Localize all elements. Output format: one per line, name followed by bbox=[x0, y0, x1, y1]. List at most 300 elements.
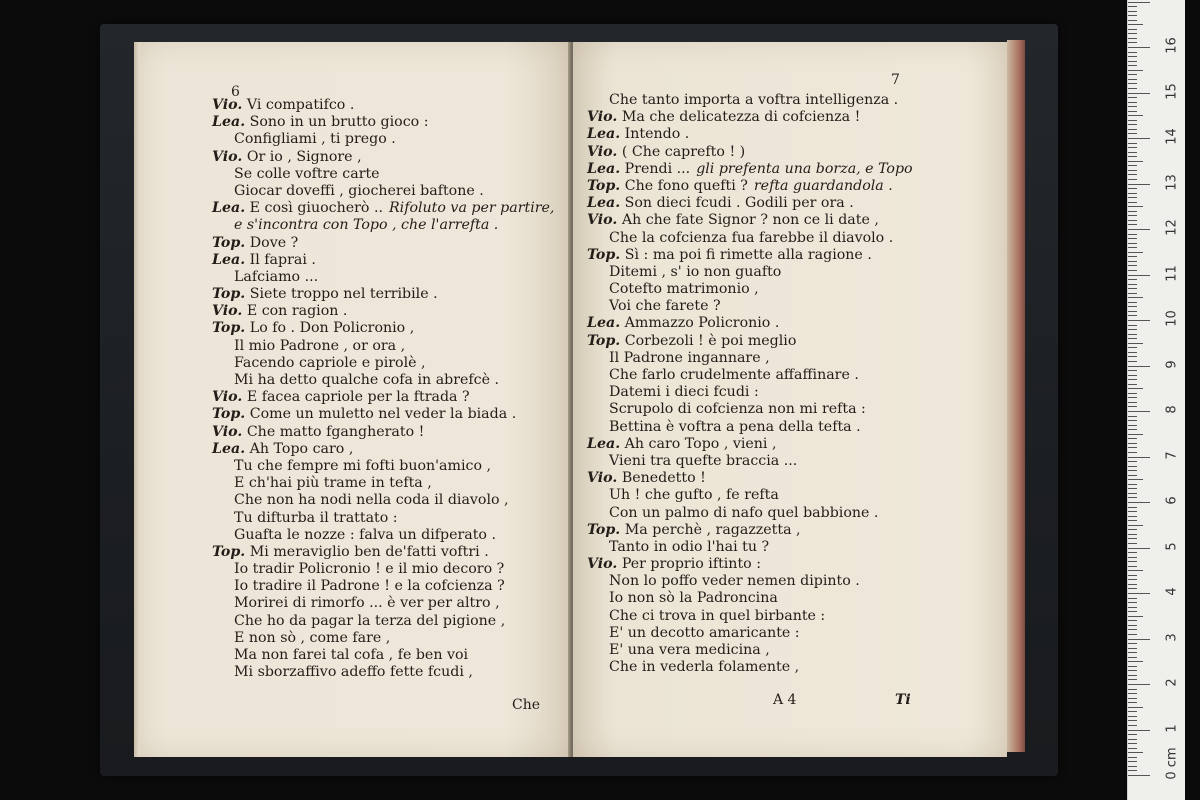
verse-line bbox=[587, 315, 913, 332]
verse-line bbox=[212, 338, 554, 355]
line-text: ( Che caprefto ! ) bbox=[621, 143, 746, 160]
verse-line bbox=[212, 149, 554, 166]
line-text: Per proprio iftinto : bbox=[621, 556, 761, 573]
verse-line bbox=[587, 195, 913, 212]
verse-line bbox=[587, 298, 913, 315]
line-text: Con un palmo di nafo quel babbione . bbox=[609, 504, 879, 521]
ruler-tick bbox=[1128, 97, 1137, 98]
ruler-tick bbox=[1128, 6, 1137, 7]
ruler-tick bbox=[1128, 538, 1137, 539]
ruler-tick bbox=[1128, 711, 1137, 712]
verse-line bbox=[212, 355, 554, 372]
ruler-tick bbox=[1128, 466, 1137, 467]
ruler-tick bbox=[1128, 388, 1143, 389]
ruler-tick bbox=[1128, 306, 1137, 307]
ruler-label: 9 bbox=[1164, 359, 1180, 369]
line-text: E con ragion . bbox=[246, 303, 348, 320]
ruler-tick bbox=[1128, 115, 1143, 116]
line-text: Vieni tra quefte braccia ... bbox=[609, 452, 798, 469]
ruler-tick bbox=[1128, 561, 1137, 562]
line-text: E' un decotto amaricante : bbox=[609, 624, 800, 641]
line-text: Guafta le nozze : falva un difperato . bbox=[234, 526, 496, 543]
ruler-tick bbox=[1128, 311, 1137, 312]
ruler-tick bbox=[1128, 393, 1137, 394]
ruler-tick bbox=[1128, 179, 1137, 180]
ruler-tick bbox=[1128, 602, 1137, 603]
verse-line bbox=[587, 384, 913, 401]
ruler-tick bbox=[1128, 757, 1137, 758]
ruler-label: 7 bbox=[1164, 450, 1180, 460]
speaker-label: Top. bbox=[212, 406, 246, 423]
ruler-tick bbox=[1128, 133, 1137, 134]
ruler-tick bbox=[1128, 165, 1137, 166]
verse-line bbox=[587, 556, 913, 573]
ruler-tick bbox=[1128, 752, 1143, 753]
line-text: Tu che fempre mi fofti buon'amico , bbox=[234, 457, 492, 474]
speaker-label: Vio. bbox=[212, 303, 243, 320]
speaker-label: Top. bbox=[212, 286, 246, 303]
ruler-tick bbox=[1128, 74, 1137, 75]
verse-line bbox=[212, 544, 554, 561]
verse-line bbox=[587, 350, 913, 367]
speaker-label: Vio. bbox=[212, 423, 243, 440]
ruler-tick bbox=[1128, 188, 1137, 189]
line-text: Ammazzo Policronio . bbox=[624, 315, 780, 332]
ruler-tick bbox=[1128, 420, 1137, 421]
signature-mark: A 4 bbox=[773, 692, 797, 708]
ruler-label: 13 bbox=[1164, 173, 1180, 191]
line-text: Mi sborzaffivo adeffo fette fcudi , bbox=[234, 664, 473, 681]
ruler-tick bbox=[1128, 356, 1137, 357]
verse-line bbox=[212, 97, 554, 114]
ruler-tick bbox=[1128, 47, 1150, 48]
line-text: Cotefto matrimonio , bbox=[609, 281, 759, 298]
ruler-tick bbox=[1128, 748, 1137, 749]
ruler-tick bbox=[1128, 570, 1143, 571]
speaker-label: Vio. bbox=[587, 470, 618, 487]
ruler-tick bbox=[1128, 111, 1137, 112]
ruler-tick bbox=[1128, 652, 1137, 653]
line-text: Se colle voftre carte bbox=[234, 165, 380, 182]
verse-line bbox=[212, 595, 554, 612]
ruler-tick bbox=[1128, 629, 1137, 630]
speaker-label: Top. bbox=[212, 320, 246, 337]
line-text: E così giuocherò .. bbox=[249, 200, 383, 217]
line-text: Io non sò la Padroncina bbox=[609, 590, 778, 607]
verse-line bbox=[212, 131, 554, 148]
ruler-tick bbox=[1128, 256, 1137, 257]
line-text: Or io , Signore , bbox=[246, 148, 362, 165]
ruler-tick bbox=[1128, 534, 1137, 535]
ruler-tick bbox=[1128, 479, 1143, 480]
ruler-tick bbox=[1128, 616, 1143, 617]
ruler-tick bbox=[1128, 20, 1137, 21]
ruler-tick bbox=[1128, 279, 1137, 280]
ruler-tick bbox=[1128, 375, 1137, 376]
ruler-tick bbox=[1128, 475, 1137, 476]
ruler-tick bbox=[1128, 543, 1137, 544]
ruler-tick bbox=[1128, 447, 1137, 448]
ruler-tick bbox=[1128, 516, 1137, 517]
ruler-tick bbox=[1128, 270, 1137, 271]
verse-line bbox=[212, 647, 554, 664]
ruler-tick bbox=[1128, 265, 1137, 266]
speaker-label: Lea. bbox=[212, 200, 246, 217]
ruler-tick bbox=[1128, 93, 1150, 94]
ruler-tick bbox=[1128, 434, 1143, 435]
ruler-tick bbox=[1128, 761, 1137, 762]
verse-line bbox=[212, 235, 554, 252]
ruler-tick bbox=[1128, 775, 1150, 776]
left-page-text bbox=[212, 97, 554, 681]
verse-line bbox=[212, 475, 554, 492]
ruler-tick bbox=[1128, 124, 1137, 125]
ruler-tick bbox=[1128, 689, 1137, 690]
verse-line bbox=[587, 126, 913, 143]
verse-line bbox=[587, 230, 913, 247]
verse-line bbox=[587, 470, 913, 487]
line-text: Dove ? bbox=[249, 234, 299, 251]
ruler-tick bbox=[1128, 143, 1137, 144]
verse-line bbox=[212, 578, 554, 595]
page-edge bbox=[1007, 40, 1025, 752]
ruler-tick bbox=[1128, 461, 1137, 462]
ruler-tick bbox=[1128, 338, 1137, 339]
ruler-tick bbox=[1128, 315, 1137, 316]
speaker-label: Top. bbox=[587, 246, 621, 263]
verse-line bbox=[587, 281, 913, 298]
right-catchword: Ti bbox=[895, 692, 911, 708]
ruler-tick bbox=[1128, 620, 1137, 621]
ruler-tick bbox=[1128, 79, 1137, 80]
verse-line bbox=[587, 625, 913, 642]
line-text: Ah Topo caro , bbox=[249, 440, 354, 457]
speaker-label: Vio. bbox=[212, 148, 243, 165]
ruler-label: 5 bbox=[1164, 541, 1180, 551]
ruler-tick bbox=[1128, 452, 1137, 453]
left-catchword: Che bbox=[512, 697, 541, 713]
line-text: Giocar doveffi , giocherei baftone . bbox=[234, 182, 484, 199]
line-text: Che tanto importa a voftra intelligenza . bbox=[609, 92, 899, 108]
verse-line bbox=[212, 252, 554, 269]
verse-line bbox=[212, 389, 554, 406]
ruler-tick bbox=[1128, 370, 1137, 371]
speaker-label: Vio. bbox=[587, 143, 618, 160]
ruler-tick bbox=[1128, 443, 1137, 444]
stage-direction: refta guardandola . bbox=[753, 177, 893, 194]
verse-line bbox=[212, 406, 554, 423]
verse-line bbox=[212, 183, 554, 200]
ruler-label: 15 bbox=[1164, 82, 1180, 100]
verse-line bbox=[587, 92, 913, 109]
ruler-tick bbox=[1128, 766, 1137, 767]
ruler-tick bbox=[1128, 174, 1137, 175]
ruler-tick bbox=[1128, 229, 1150, 230]
verse-line bbox=[212, 217, 554, 234]
line-text: Morirei di rimorfo ... è ver per altro , bbox=[234, 595, 500, 612]
ruler-tick bbox=[1128, 88, 1137, 89]
line-text: Ma non farei tal cofa , fe ben voi bbox=[234, 647, 469, 663]
ruler-label: 2 bbox=[1164, 678, 1180, 687]
ruler-tick bbox=[1128, 147, 1137, 148]
line-text: Sì : ma poi fi rimette alla ragione . bbox=[624, 246, 872, 263]
left-page-number: 6 bbox=[231, 84, 240, 100]
ruler-tick bbox=[1128, 275, 1150, 276]
verse-line bbox=[212, 286, 554, 303]
speaker-label: Top. bbox=[587, 332, 621, 349]
ruler-tick bbox=[1128, 702, 1137, 703]
ruler-tick bbox=[1128, 684, 1150, 685]
ruler-tick bbox=[1128, 657, 1137, 658]
line-text: Facendo capriole e pirolè , bbox=[234, 354, 426, 371]
verse-line bbox=[587, 590, 913, 607]
ruler-tick bbox=[1128, 666, 1137, 667]
ruler-tick bbox=[1128, 161, 1143, 162]
line-text: E facea capriole per la ftrada ? bbox=[246, 389, 470, 406]
ruler-tick bbox=[1128, 588, 1137, 589]
speaker-label: Lea. bbox=[587, 195, 621, 212]
stage-direction: gli prefenta una borza, e Topo bbox=[696, 160, 913, 177]
ruler-tick bbox=[1128, 416, 1137, 417]
verse-line bbox=[212, 561, 554, 578]
ruler-tick bbox=[1128, 238, 1137, 239]
ruler-tick bbox=[1128, 284, 1137, 285]
ruler-tick bbox=[1128, 643, 1137, 644]
ruler-tick bbox=[1128, 15, 1137, 16]
speaker-label: Top. bbox=[587, 521, 621, 538]
ruler-tick bbox=[1128, 579, 1137, 580]
line-text: Non lo poffo veder nemen dipinto . bbox=[609, 573, 860, 590]
verse-line bbox=[587, 642, 913, 659]
ruler-tick bbox=[1128, 24, 1143, 25]
ruler-tick bbox=[1128, 170, 1137, 171]
verse-line bbox=[587, 161, 913, 178]
ruler-tick bbox=[1128, 734, 1137, 735]
verse-line bbox=[212, 492, 554, 509]
ruler-label: 0 cm bbox=[1164, 747, 1180, 780]
right-page bbox=[573, 42, 1007, 757]
line-text: Intendo . bbox=[624, 126, 690, 143]
speaker-label: Lea. bbox=[587, 315, 621, 332]
verse-line bbox=[587, 659, 913, 676]
speaker-label: Vio. bbox=[587, 556, 618, 573]
ruler-label: 3 bbox=[1164, 632, 1180, 642]
verse-line bbox=[587, 247, 913, 264]
ruler-tick bbox=[1128, 511, 1137, 512]
ruler-tick bbox=[1128, 234, 1137, 235]
left-page bbox=[134, 42, 571, 757]
ruler-tick bbox=[1128, 70, 1143, 71]
ruler-tick bbox=[1128, 197, 1137, 198]
ruler-tick bbox=[1128, 42, 1137, 43]
ruler-tick bbox=[1128, 411, 1150, 412]
speaker-label: Vio. bbox=[587, 212, 618, 229]
ruler-tick bbox=[1128, 470, 1137, 471]
line-text: Mi meraviglio ben de'fatti voftri . bbox=[249, 543, 489, 560]
ruler-label: 11 bbox=[1164, 264, 1180, 282]
verse-line bbox=[212, 458, 554, 475]
line-text: Come un muletto nel veder la biada . bbox=[249, 406, 517, 423]
ruler-tick bbox=[1128, 329, 1137, 330]
ruler-label: 12 bbox=[1164, 219, 1180, 236]
verse-line bbox=[587, 522, 913, 539]
ruler-tick bbox=[1128, 402, 1137, 403]
ruler-label: 8 bbox=[1164, 405, 1180, 414]
ruler-tick bbox=[1128, 675, 1137, 676]
verse-line bbox=[212, 200, 554, 217]
line-text: Io tradire il Padrone ! e la cofcienza ? bbox=[234, 578, 505, 595]
stage-direction: e s'incontra con Topo , che l'arrefta . bbox=[234, 217, 499, 234]
ruler-tick bbox=[1128, 730, 1150, 731]
ruler-tick bbox=[1128, 343, 1143, 344]
line-text: Ah che fate Signor ? non ce li date , bbox=[621, 212, 879, 229]
verse-line bbox=[212, 114, 554, 131]
ruler-tick bbox=[1128, 220, 1137, 221]
speaker-label: Top. bbox=[587, 177, 621, 194]
line-text: E non sò , come fare , bbox=[234, 629, 391, 646]
ruler-tick bbox=[1128, 493, 1137, 494]
ruler-tick bbox=[1128, 557, 1137, 558]
ruler-tick bbox=[1128, 670, 1137, 671]
ruler-tick bbox=[1128, 598, 1137, 599]
line-text: Bettina è voftra a pena della tefta . bbox=[609, 418, 861, 435]
line-text: Io tradir Policronio ! e il mio decoro ? bbox=[234, 561, 505, 578]
ruler-tick bbox=[1128, 52, 1137, 53]
ruler-tick bbox=[1128, 648, 1137, 649]
ruler-tick bbox=[1128, 725, 1137, 726]
ruler-tick bbox=[1128, 525, 1143, 526]
ruler-tick bbox=[1128, 529, 1137, 530]
speaker-label: Vio. bbox=[212, 97, 243, 113]
verse-line bbox=[212, 424, 554, 441]
ruler-tick bbox=[1128, 639, 1150, 640]
ruler-tick bbox=[1128, 693, 1137, 694]
ruler-label: 10 bbox=[1164, 310, 1180, 327]
ruler-tick bbox=[1128, 65, 1137, 66]
ruler-tick bbox=[1128, 211, 1137, 212]
verse-line bbox=[587, 178, 913, 195]
verse-line bbox=[587, 367, 913, 384]
ruler-tick bbox=[1128, 224, 1137, 225]
line-text: E ch'hai più trame in tefta , bbox=[234, 475, 432, 492]
verse-line bbox=[587, 573, 913, 590]
verse-line bbox=[212, 510, 554, 527]
ruler-tick bbox=[1128, 243, 1137, 244]
ruler-tick bbox=[1128, 484, 1137, 485]
ruler-tick bbox=[1128, 707, 1143, 708]
ruler-tick bbox=[1128, 379, 1137, 380]
ruler-tick bbox=[1128, 102, 1137, 103]
ruler-tick bbox=[1128, 247, 1137, 248]
ruler-tick bbox=[1128, 397, 1137, 398]
line-text: Il faprai . bbox=[249, 251, 316, 268]
verse-line bbox=[212, 613, 554, 630]
ruler-tick bbox=[1128, 152, 1137, 153]
ruler-label: 14 bbox=[1164, 128, 1180, 145]
verse-line bbox=[587, 453, 913, 470]
ruler-tick bbox=[1128, 384, 1137, 385]
ruler-tick bbox=[1128, 507, 1137, 508]
ruler-tick bbox=[1128, 320, 1150, 321]
ruler-label: 16 bbox=[1164, 37, 1180, 54]
verse-line bbox=[212, 269, 554, 286]
ruler-tick bbox=[1128, 184, 1150, 185]
measurement-ruler bbox=[1127, 0, 1185, 800]
ruler-tick bbox=[1128, 252, 1143, 253]
line-text: E' una vera medicina , bbox=[609, 642, 770, 658]
ruler-tick bbox=[1128, 548, 1150, 549]
verse-line bbox=[587, 264, 913, 281]
right-page-text bbox=[587, 92, 913, 676]
ruler-tick bbox=[1128, 743, 1137, 744]
speaker-label: Vio. bbox=[212, 389, 243, 406]
ruler-tick bbox=[1128, 661, 1143, 662]
ruler-tick bbox=[1128, 739, 1137, 740]
line-text: Vi compatifco . bbox=[246, 97, 355, 113]
verse-line bbox=[212, 441, 554, 458]
ruler-tick bbox=[1128, 56, 1137, 57]
line-text: Che la cofcienza fua farebbe il diavolo . bbox=[609, 229, 894, 246]
speaker-label: Lea. bbox=[587, 126, 621, 143]
line-text: Sono in un brutto gioco : bbox=[249, 114, 429, 131]
speaker-label: Lea. bbox=[212, 114, 246, 131]
ruler-tick bbox=[1128, 520, 1137, 521]
ruler-tick bbox=[1128, 293, 1137, 294]
verse-line bbox=[212, 320, 554, 337]
ruler-tick bbox=[1128, 33, 1137, 34]
line-text: Siete troppo nel terribile . bbox=[249, 286, 438, 303]
line-text: Uh ! che gufto , fe refta bbox=[609, 487, 779, 504]
verse-line bbox=[212, 630, 554, 647]
ruler-tick bbox=[1128, 366, 1150, 367]
verse-line bbox=[587, 436, 913, 453]
verse-line bbox=[587, 505, 913, 522]
ruler-tick bbox=[1128, 488, 1137, 489]
ruler-tick bbox=[1128, 325, 1137, 326]
ruler-tick bbox=[1128, 297, 1143, 298]
line-text: Son dieci fcudi . Godili per ora . bbox=[624, 195, 854, 212]
line-text: Che non ha nodi nella coda il diavolo , bbox=[234, 492, 509, 509]
ruler-tick bbox=[1128, 61, 1137, 62]
ruler-tick bbox=[1128, 11, 1137, 12]
verse-line bbox=[587, 401, 913, 418]
ruler-tick bbox=[1128, 156, 1137, 157]
speaker-label: Lea. bbox=[587, 160, 621, 177]
ruler-tick bbox=[1128, 334, 1137, 335]
line-text: Ah caro Topo , vieni , bbox=[624, 435, 777, 452]
ruler-tick bbox=[1128, 302, 1137, 303]
ruler-tick bbox=[1128, 698, 1137, 699]
ruler-tick bbox=[1128, 215, 1137, 216]
ruler-tick bbox=[1128, 502, 1150, 503]
line-text: Voi che farete ? bbox=[609, 298, 721, 315]
speaker-label: Lea. bbox=[587, 435, 621, 452]
ruler-tick bbox=[1128, 120, 1137, 121]
verse-line bbox=[587, 333, 913, 350]
speaker-label: Lea. bbox=[212, 251, 246, 268]
ruler-tick bbox=[1128, 206, 1143, 207]
ruler-tick bbox=[1128, 352, 1137, 353]
ruler-tick bbox=[1128, 497, 1137, 498]
line-text: Il mio Padrone , or ora , bbox=[234, 337, 406, 354]
ruler-tick bbox=[1128, 83, 1137, 84]
ruler-tick bbox=[1128, 38, 1137, 39]
line-text: Prendi ... bbox=[624, 160, 691, 177]
line-text: Che matto fgangherato ! bbox=[246, 423, 425, 440]
verse-line bbox=[212, 527, 554, 544]
ruler-tick bbox=[1128, 202, 1137, 203]
verse-line bbox=[587, 419, 913, 436]
